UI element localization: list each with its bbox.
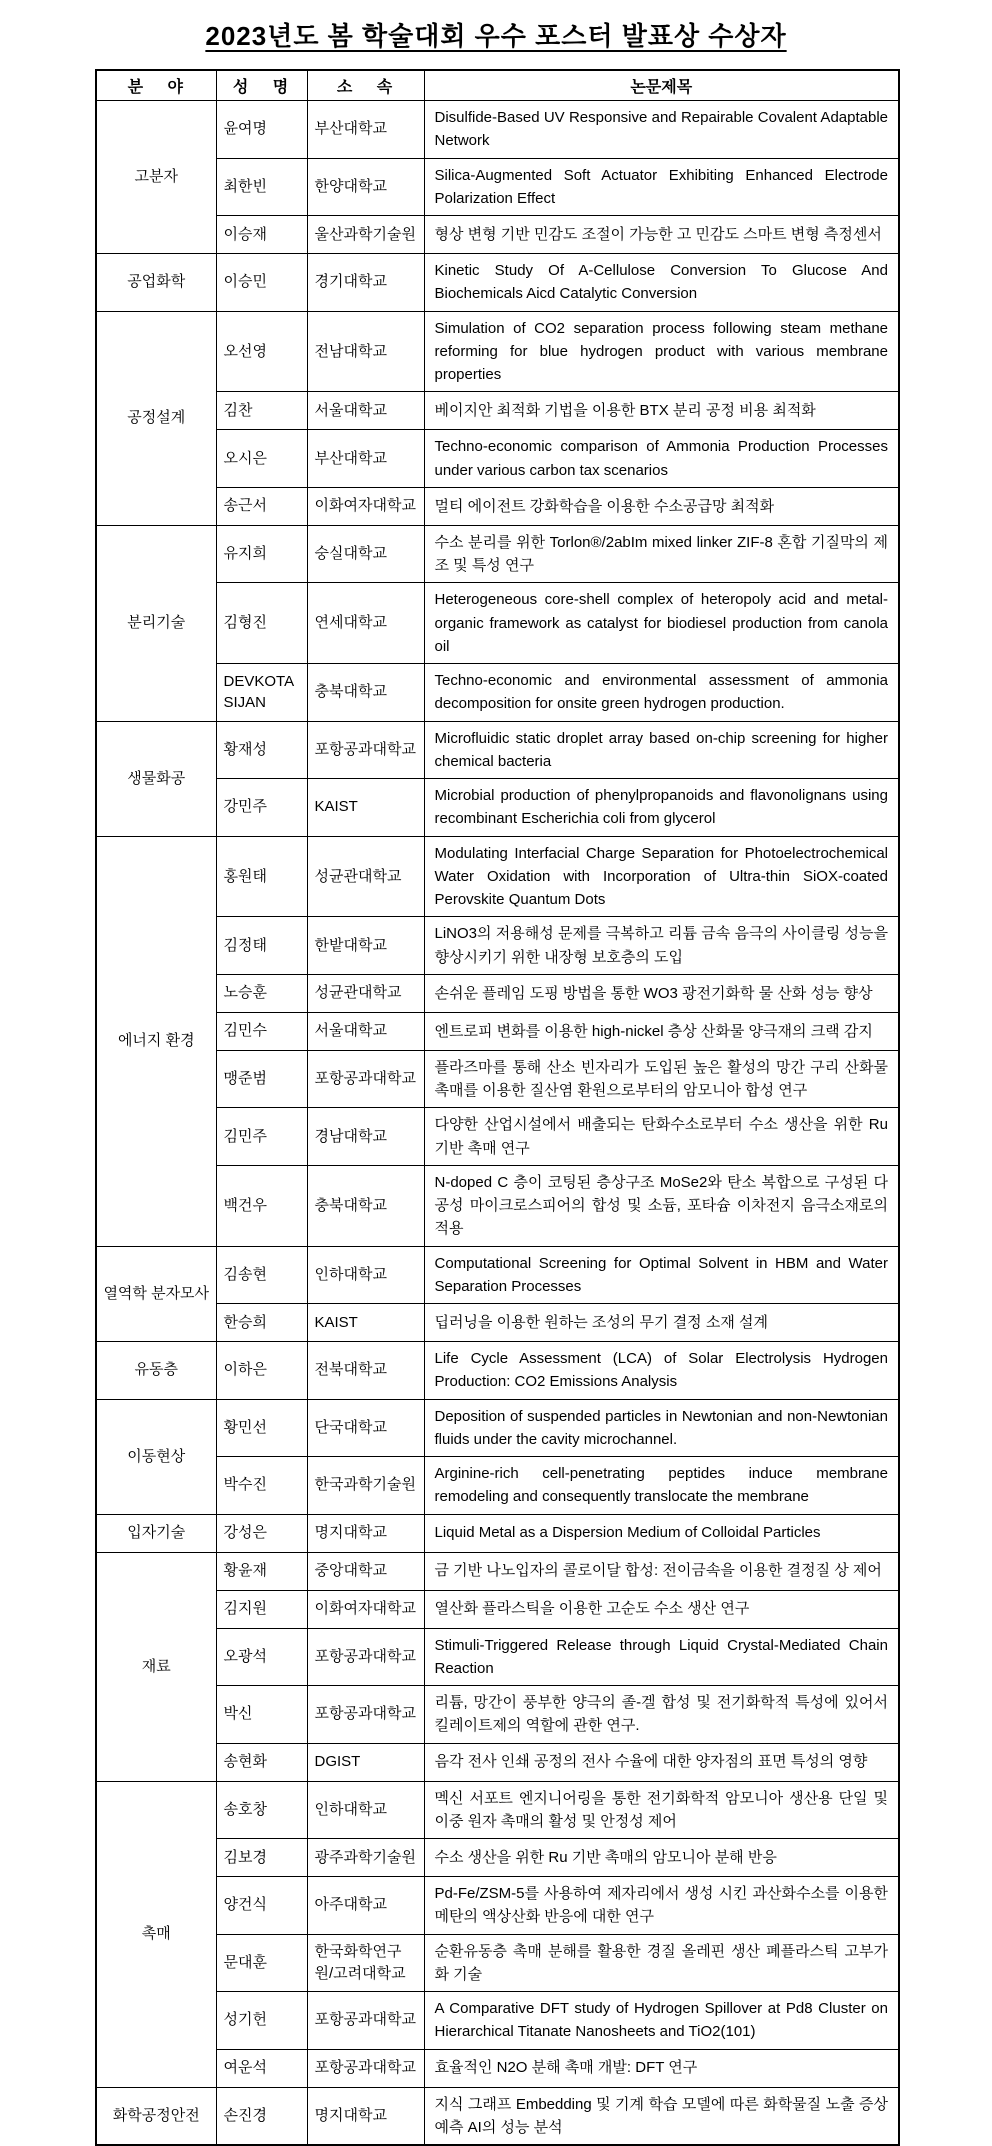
- paper-title-cell: 손쉬운 플레임 도핑 방법을 통한 WO3 광전기화학 물 산화 성능 향상: [424, 974, 899, 1012]
- name-cell: 성기헌: [216, 1992, 307, 2050]
- name-cell: 송호창: [216, 1781, 307, 1839]
- table-header-row: [96, 70, 899, 101]
- affiliation-cell: 중앙대학교: [307, 1552, 424, 1590]
- affiliation-cell: 아주대학교: [307, 1877, 424, 1935]
- table-row: [96, 1108, 899, 1166]
- paper-title-cell: 열산화 플라스틱을 이용한 고순도 수소 생산 연구: [424, 1590, 899, 1628]
- paper-title-cell: Computational Screening for Optimal Solvent in HBM and Water Separation Processes: [424, 1246, 899, 1304]
- affiliation-cell: KAIST: [307, 779, 424, 837]
- affiliation-cell: 인하대학교: [307, 1781, 424, 1839]
- name-cell: 김민주: [216, 1108, 307, 1166]
- affiliation-cell: 포항공과대학교: [307, 2049, 424, 2087]
- paper-title-cell: 베이지안 최적화 기법을 이용한 BTX 분리 공정 비용 최적화: [424, 392, 899, 430]
- affiliation-cell: 한밭대학교: [307, 917, 424, 975]
- paper-title-cell: 형상 변형 기반 민감도 조절이 가능한 고 민감도 스마트 변형 측정센서: [424, 216, 899, 254]
- affiliation-cell: 부산대학교: [307, 430, 424, 488]
- paper-title-cell: 멀티 에이전트 강화학습을 이용한 수소공급망 최적화: [424, 487, 899, 525]
- paper-title-cell: Modulating Interfacial Charge Separation for Photoelectrochemical Water Oxidation with Incorporation of Ultra-thin SiOX-coated Perovskite Quantum Dots: [424, 836, 899, 917]
- field-cell: 유동층: [96, 1342, 216, 1400]
- table-row: [96, 1457, 899, 1515]
- field-cell: 입자기술: [96, 1514, 216, 1552]
- paper-title-cell: 지식 그래프 Embedding 및 기계 학습 모델에 따른 화학물질 노출 증상 예측 AI의 성능 분석: [424, 2087, 899, 2145]
- paper-title-cell: 음각 전사 인쇄 공정의 전사 수율에 대한 양자점의 표면 특성의 영향: [424, 1743, 899, 1781]
- affiliation-cell: 명지대학교: [307, 2087, 424, 2145]
- paper-title-cell: Arginine-rich cell-penetrating peptides induce membrane remodeling and consequently translocate the membrane: [424, 1457, 899, 1515]
- awards-table-body: [96, 101, 899, 2146]
- table-row: [96, 1686, 899, 1744]
- field-cell: 화학공정안전: [96, 2087, 216, 2145]
- field-cell: 생물화공: [96, 721, 216, 836]
- table-row: [96, 583, 899, 664]
- table-row: [96, 1050, 899, 1108]
- document-title: 2023년도 봄 학술대회 우수 포스터 발표상 수상자: [205, 21, 787, 51]
- name-cell: 유지희: [216, 525, 307, 583]
- field-cell: 고분자: [96, 101, 216, 254]
- affiliation-cell: 충북대학교: [307, 1165, 424, 1246]
- name-cell: 김형진: [216, 583, 307, 664]
- affiliation-cell: 포항공과대학교: [307, 1992, 424, 2050]
- paper-title-cell: Deposition of suspended particles in Newtonian and non-Newtonian fluids under the cavity microchannel.: [424, 1399, 899, 1457]
- affiliation-cell: 이화여자대학교: [307, 487, 424, 525]
- affiliation-cell: KAIST: [307, 1304, 424, 1342]
- column-header-paper-title: 논문제목: [424, 70, 899, 101]
- affiliation-cell: 숭실대학교: [307, 525, 424, 583]
- table-row: [96, 487, 899, 525]
- name-cell: 송현화: [216, 1743, 307, 1781]
- paper-title-cell: Simulation of CO2 separation process following steam methane reforming for blue hydrogen product with various membrane properties: [424, 311, 899, 392]
- name-cell: 김정태: [216, 917, 307, 975]
- table-row: [96, 525, 899, 583]
- table-row: [96, 974, 899, 1012]
- paper-title-cell: 효율적인 N2O 분해 촉매 개발: DFT 연구: [424, 2049, 899, 2087]
- affiliation-cell: 광주과학기술원: [307, 1839, 424, 1877]
- field-cell: 재료: [96, 1552, 216, 1781]
- table-row: [96, 1743, 899, 1781]
- affiliation-cell: 전북대학교: [307, 1342, 424, 1400]
- table-row: [96, 1992, 899, 2050]
- table-row: [96, 917, 899, 975]
- name-cell: 이하은: [216, 1342, 307, 1400]
- paper-title-cell: 멕신 서포트 엔지니어링을 통한 전기화학적 암모니아 생산용 단일 및 이중 원자 촉매의 활성 및 안정성 제어: [424, 1781, 899, 1839]
- table-row: [96, 1399, 899, 1457]
- affiliation-cell: 이화여자대학교: [307, 1590, 424, 1628]
- name-cell: 김찬: [216, 392, 307, 430]
- paper-title-cell: 딥러닝을 이용한 원하는 조성의 무기 결정 소재 설계: [424, 1304, 899, 1342]
- table-row: [96, 1590, 899, 1628]
- field-cell: 공업화학: [96, 254, 216, 312]
- field-cell: 촉매: [96, 1781, 216, 2087]
- name-cell: 홍원태: [216, 836, 307, 917]
- name-cell: 양건식: [216, 1877, 307, 1935]
- paper-title-cell: Microbial production of phenylpropanoids and flavonolignans using recombinant Escherichia coli from glycerol: [424, 779, 899, 837]
- table-row: [96, 1934, 899, 1992]
- affiliation-cell: 단국대학교: [307, 1399, 424, 1457]
- paper-title-cell: 리튬, 망간이 풍부한 양극의 졸-겔 합성 및 전기화학적 특성에 있어서 킬레이트제의 역할에 관한 연구.: [424, 1686, 899, 1744]
- name-cell: DEVKOTA SIJAN: [216, 664, 307, 722]
- affiliation-cell: 포항공과대학교: [307, 1628, 424, 1686]
- field-cell: 열역학 분자모사: [96, 1246, 216, 1342]
- table-row: [96, 392, 899, 430]
- name-cell: 김송현: [216, 1246, 307, 1304]
- affiliation-cell: 연세대학교: [307, 583, 424, 664]
- affiliation-cell: 한양대학교: [307, 158, 424, 216]
- table-row: [96, 1246, 899, 1304]
- paper-title-cell: Microfluidic static droplet array based on-chip screening for higher chemical bacteria: [424, 721, 899, 779]
- affiliation-cell: 명지대학교: [307, 1514, 424, 1552]
- affiliation-cell: DGIST: [307, 1743, 424, 1781]
- table-row: [96, 1165, 899, 1246]
- paper-title-cell: Kinetic Study Of A-Cellulose Conversion To Glucose And Biochemicals Aicd Catalytic Conversion: [424, 254, 899, 312]
- table-row: [96, 1012, 899, 1050]
- column-header-name: 성 명: [216, 70, 307, 101]
- name-cell: 송근서: [216, 487, 307, 525]
- paper-title-cell: Disulfide-Based UV Responsive and Repairable Covalent Adaptable Network: [424, 101, 899, 159]
- table-row: [96, 1781, 899, 1839]
- paper-title-cell: 금 기반 나노입자의 콜로이달 합성: 전이금속을 이용한 결정질 상 제어: [424, 1552, 899, 1590]
- paper-title-cell: A Comparative DFT study of Hydrogen Spillover at Pd8 Cluster on Hierarchical Titanate Nanosheets and TiO2(101): [424, 1992, 899, 2050]
- name-cell: 윤여명: [216, 101, 307, 159]
- table-row: [96, 1342, 899, 1400]
- paper-title-cell: Silica-Augmented Soft Actuator Exhibiting Enhanced Electrode Polarization Effect: [424, 158, 899, 216]
- paper-title-cell: Pd-Fe/ZSM-5를 사용하여 제자리에서 생성 시킨 과산화수소를 이용한 메탄의 액상산화 반응에 대한 연구: [424, 1877, 899, 1935]
- affiliation-cell: 충북대학교: [307, 664, 424, 722]
- column-header-field: 분 야: [96, 70, 216, 101]
- field-cell: 공정설계: [96, 311, 216, 525]
- name-cell: 황민선: [216, 1399, 307, 1457]
- table-row: [96, 1552, 899, 1590]
- field-cell: 분리기술: [96, 525, 216, 721]
- table-row: [96, 216, 899, 254]
- affiliation-cell: 성균관대학교: [307, 836, 424, 917]
- name-cell: 최한빈: [216, 158, 307, 216]
- paper-title-cell: Heterogeneous core-shell complex of heteropoly acid and metal-organic framework as catalyst for biodiesel production from canola oil: [424, 583, 899, 664]
- name-cell: 노승훈: [216, 974, 307, 1012]
- table-row: [96, 1839, 899, 1877]
- paper-title-cell: 수소 생산을 위한 Ru 기반 촉매의 암모니아 분해 반응: [424, 1839, 899, 1877]
- affiliation-cell: 한국화학연구원/고려대학교: [307, 1934, 424, 1992]
- paper-title-cell: 엔트로피 변화를 이용한 high-nickel 층상 산화물 양극재의 크랙 감지: [424, 1012, 899, 1050]
- name-cell: 백건우: [216, 1165, 307, 1246]
- paper-title-cell: LiNO3의 저용해성 문제를 극복하고 리튬 금속 음극의 사이클링 성능을 향상시키기 위한 내장형 보호층의 도입: [424, 917, 899, 975]
- table-row: [96, 158, 899, 216]
- affiliation-cell: 서울대학교: [307, 1012, 424, 1050]
- affiliation-cell: 부산대학교: [307, 101, 424, 159]
- affiliation-cell: 전남대학교: [307, 311, 424, 392]
- affiliation-cell: 한국과학기술원: [307, 1457, 424, 1515]
- affiliation-cell: 경남대학교: [307, 1108, 424, 1166]
- table-row: [96, 254, 899, 312]
- affiliation-cell: 포항공과대학교: [307, 1686, 424, 1744]
- field-cell: 에너지 환경: [96, 836, 216, 1246]
- paper-title-cell: Techno-economic and environmental assessment of ammonia decomposition for onsite green hydrogen production.: [424, 664, 899, 722]
- name-cell: 강민주: [216, 779, 307, 837]
- name-cell: 김민수: [216, 1012, 307, 1050]
- table-row: [96, 311, 899, 392]
- table-row: [96, 2049, 899, 2087]
- paper-title-cell: N-doped C 층이 코팅된 층상구조 MoSe2와 탄소 복합으로 구성된 다공성 마이크로스피어의 합성 및 소듐, 포타슘 이차전지 음극소재로의 적용: [424, 1165, 899, 1246]
- name-cell: 박수진: [216, 1457, 307, 1515]
- affiliation-cell: 성균관대학교: [307, 974, 424, 1012]
- affiliation-cell: 울산과학기술원: [307, 216, 424, 254]
- table-row: [96, 779, 899, 837]
- name-cell: 황재성: [216, 721, 307, 779]
- awards-table: [95, 69, 900, 2146]
- table-row: [96, 430, 899, 488]
- column-header-affiliation: 소 속: [307, 70, 424, 101]
- table-row: [96, 101, 899, 159]
- table-row: [96, 2087, 899, 2145]
- name-cell: 이승민: [216, 254, 307, 312]
- name-cell: 박신: [216, 1686, 307, 1744]
- name-cell: 김지원: [216, 1590, 307, 1628]
- name-cell: 오시은: [216, 430, 307, 488]
- paper-title-cell: 플라즈마를 통해 산소 빈자리가 도입된 높은 활성의 망간 구리 산화물 촉매를 이용한 질산염 환원으로부터의 암모니아 합성 연구: [424, 1050, 899, 1108]
- name-cell: 한승희: [216, 1304, 307, 1342]
- name-cell: 이승재: [216, 216, 307, 254]
- name-cell: 오선영: [216, 311, 307, 392]
- table-row: [96, 721, 899, 779]
- affiliation-cell: 인하대학교: [307, 1246, 424, 1304]
- name-cell: 강성은: [216, 1514, 307, 1552]
- affiliation-cell: 경기대학교: [307, 254, 424, 312]
- name-cell: 맹준범: [216, 1050, 307, 1108]
- paper-title-cell: Techno-economic comparison of Ammonia Production Processes under various carbon tax scenarios: [424, 430, 899, 488]
- name-cell: 손진경: [216, 2087, 307, 2145]
- paper-title-cell: 수소 분리를 위한 Torlon®/2abIm mixed linker ZIF-8 혼합 기질막의 제조 및 특성 연구: [424, 525, 899, 583]
- name-cell: 문대훈: [216, 1934, 307, 1992]
- paper-title-cell: 다양한 산업시설에서 배출되는 탄화수소로부터 수소 생산을 위한 Ru 기반 촉매 연구: [424, 1108, 899, 1166]
- table-row: [96, 664, 899, 722]
- table-row: [96, 1514, 899, 1552]
- name-cell: 오광석: [216, 1628, 307, 1686]
- name-cell: 김보경: [216, 1839, 307, 1877]
- table-row: [96, 836, 899, 917]
- affiliation-cell: 서울대학교: [307, 392, 424, 430]
- table-row: [96, 1304, 899, 1342]
- affiliation-cell: 포항공과대학교: [307, 1050, 424, 1108]
- paper-title-cell: Liquid Metal as a Dispersion Medium of Colloidal Particles: [424, 1514, 899, 1552]
- table-row: [96, 1877, 899, 1935]
- paper-title-cell: Stimuli-Triggered Release through Liquid Crystal-Mediated Chain Reaction: [424, 1628, 899, 1686]
- affiliation-cell: 포항공과대학교: [307, 721, 424, 779]
- field-cell: 이동현상: [96, 1399, 216, 1514]
- paper-title-cell: Life Cycle Assessment (LCA) of Solar Electrolysis Hydrogen Production: CO2 Emissions Analysis: [424, 1342, 899, 1400]
- paper-title-cell: 순환유동층 촉매 분해를 활용한 경질 올레핀 생산 폐플라스틱 고부가화 기술: [424, 1934, 899, 1992]
- table-row: [96, 1628, 899, 1686]
- name-cell: 여운석: [216, 2049, 307, 2087]
- name-cell: 황윤재: [216, 1552, 307, 1590]
